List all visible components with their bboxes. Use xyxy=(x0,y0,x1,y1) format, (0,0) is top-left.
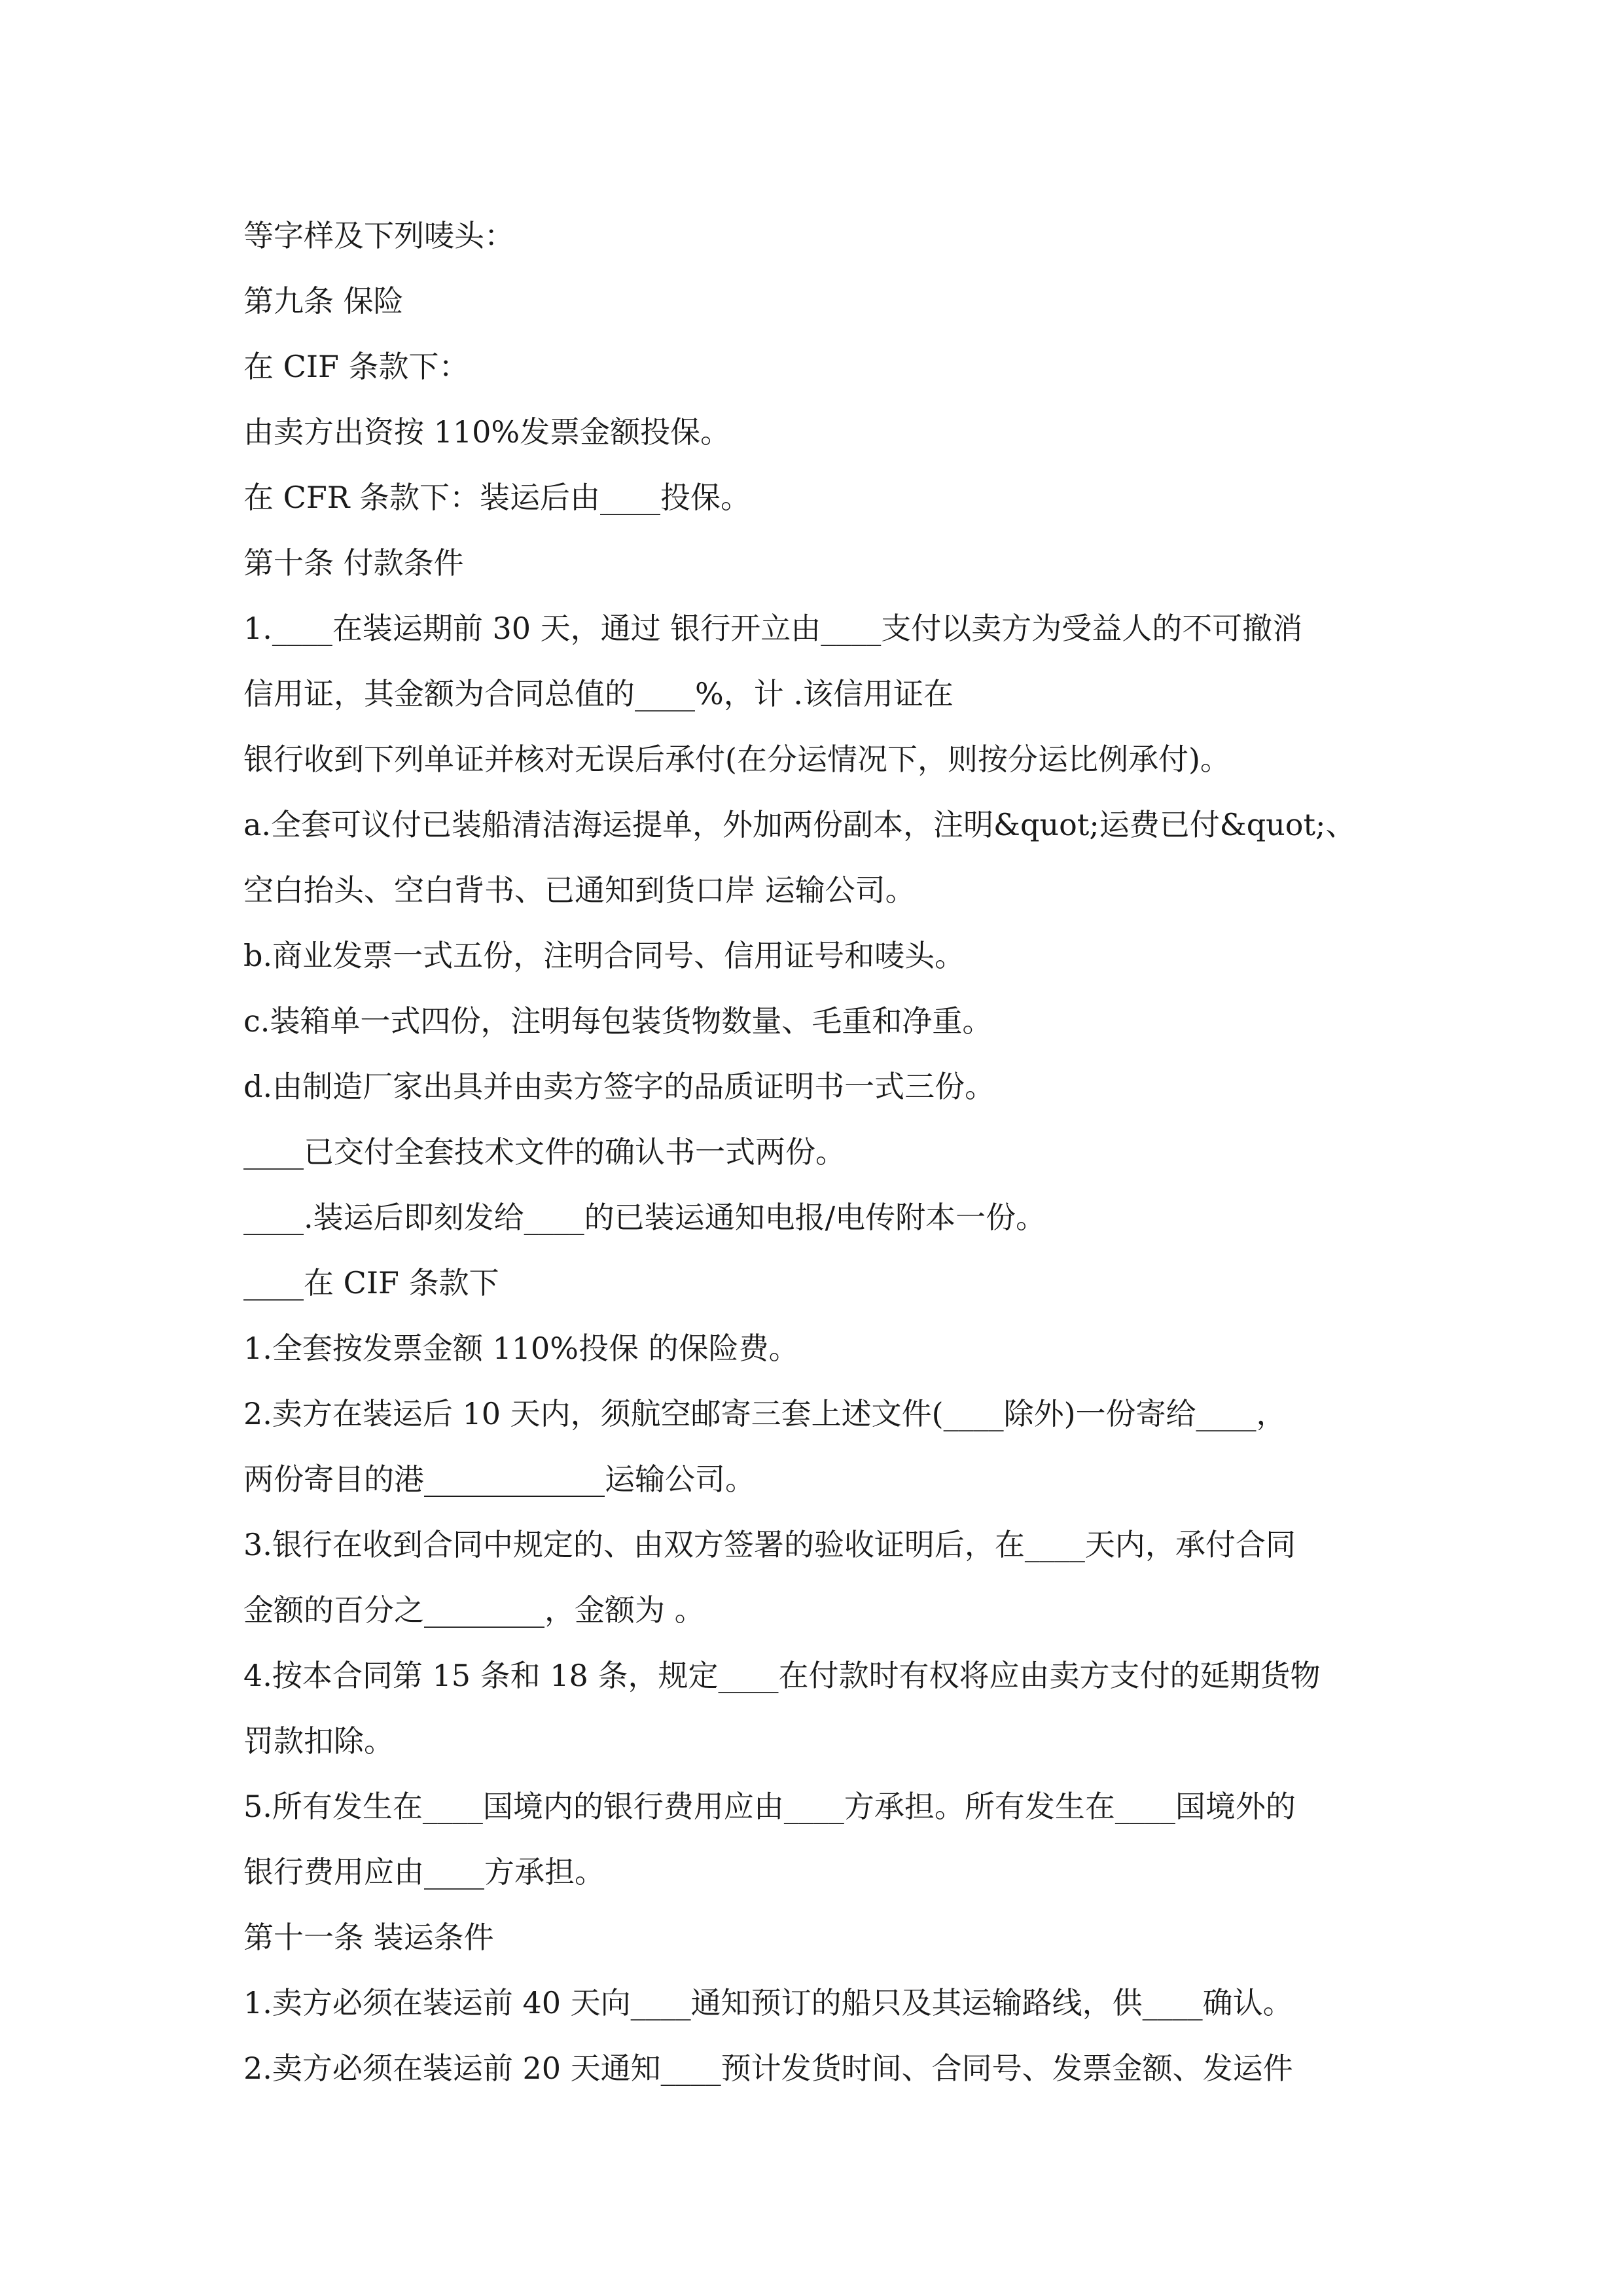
text-line: 空白抬头、空白背书、已通知到货口岸 运输公司。 xyxy=(243,872,916,908)
text-line: 在 CFR 条款下：装运后由____投保。 xyxy=(243,480,751,515)
text-line: 2.卖方必须在装运前 20 天通知____预计发货时间、合同号、发票金额、发运件 xyxy=(243,2051,1293,2086)
text-line: a.全套可议付已装船清洁海运提单，外加两份副本，注明&quot;运费已付&quot;、 xyxy=(243,807,1356,842)
text-line: d.由制造厂家出具并由卖方签字的品质证明书一式三份。 xyxy=(243,1069,995,1104)
text-line: 5.所有发生在____国境内的银行费用应由____方承担。所有发生在____国境外的 xyxy=(243,1789,1296,1824)
text-line: 1.____在装运期前 30 天，通过 银行开立由____支付以卖方为受益人的不可撤消 xyxy=(243,611,1303,646)
text-line: 由卖方出资按 110%发票金额投保。 xyxy=(243,414,731,450)
text-line: c.装箱单一式四份，注明每包装货物数量、毛重和净重。 xyxy=(243,1003,993,1039)
text-line: 银行收到下列单证并核对无误后承付(在分运情况下，则按分运比例承付)。 xyxy=(243,742,1230,777)
text-line: ____在 CIF 条款下 xyxy=(243,1265,499,1300)
text-line: 3.银行在收到合同中规定的、由双方签署的验收证明后，在____天内，承付合同 xyxy=(243,1527,1296,1562)
text-line: 4.按本合同第 15 条和 18 条，规定____在付款时有权将应由卖方支付的延期货物 xyxy=(243,1658,1321,1693)
text-line: 罚款扣除。 xyxy=(243,1723,394,1759)
text-line: ____已交付全套技术文件的确认书一式两份。 xyxy=(243,1134,846,1170)
contract-text-body xyxy=(243,203,1421,2101)
text-line: b.商业发票一式五份，注明合同号、信用证号和唛头。 xyxy=(243,938,965,973)
section-heading-insurance: 第九条 保险 xyxy=(243,283,404,319)
text-line: 信用证，其金额为合同总值的____%，计 .该信用证在 xyxy=(243,676,954,711)
text-line: 等字样及下列唛头： xyxy=(243,218,514,253)
text-line: 银行费用应由____方承担。 xyxy=(243,1854,605,1890)
text-line: 两份寄目的港____________运输公司。 xyxy=(243,1462,755,1497)
section-heading-shipment: 第十一条 装运条件 xyxy=(243,1920,494,1955)
text-line: 在 CIF 条款下： xyxy=(243,349,469,384)
text-line: 2.卖方在装运后 10 天内，须航空邮寄三套上述文件(____除外)一份寄给____， xyxy=(243,1396,1287,1431)
text-line: ____.装运后即刻发给____的已装运通知电报/电传附本一份。 xyxy=(243,1200,1046,1235)
text-line: 金额的百分之________，金额为 。 xyxy=(243,1592,705,1628)
text-line: 1.卖方必须在装运前 40 天向____通知预订的船只及其运输路线，供____确认。 xyxy=(243,1985,1293,2020)
text-line: 1.全套按发票金额 110%投保 的保险费。 xyxy=(243,1331,799,1366)
section-heading-payment: 第十条 付款条件 xyxy=(243,545,464,581)
